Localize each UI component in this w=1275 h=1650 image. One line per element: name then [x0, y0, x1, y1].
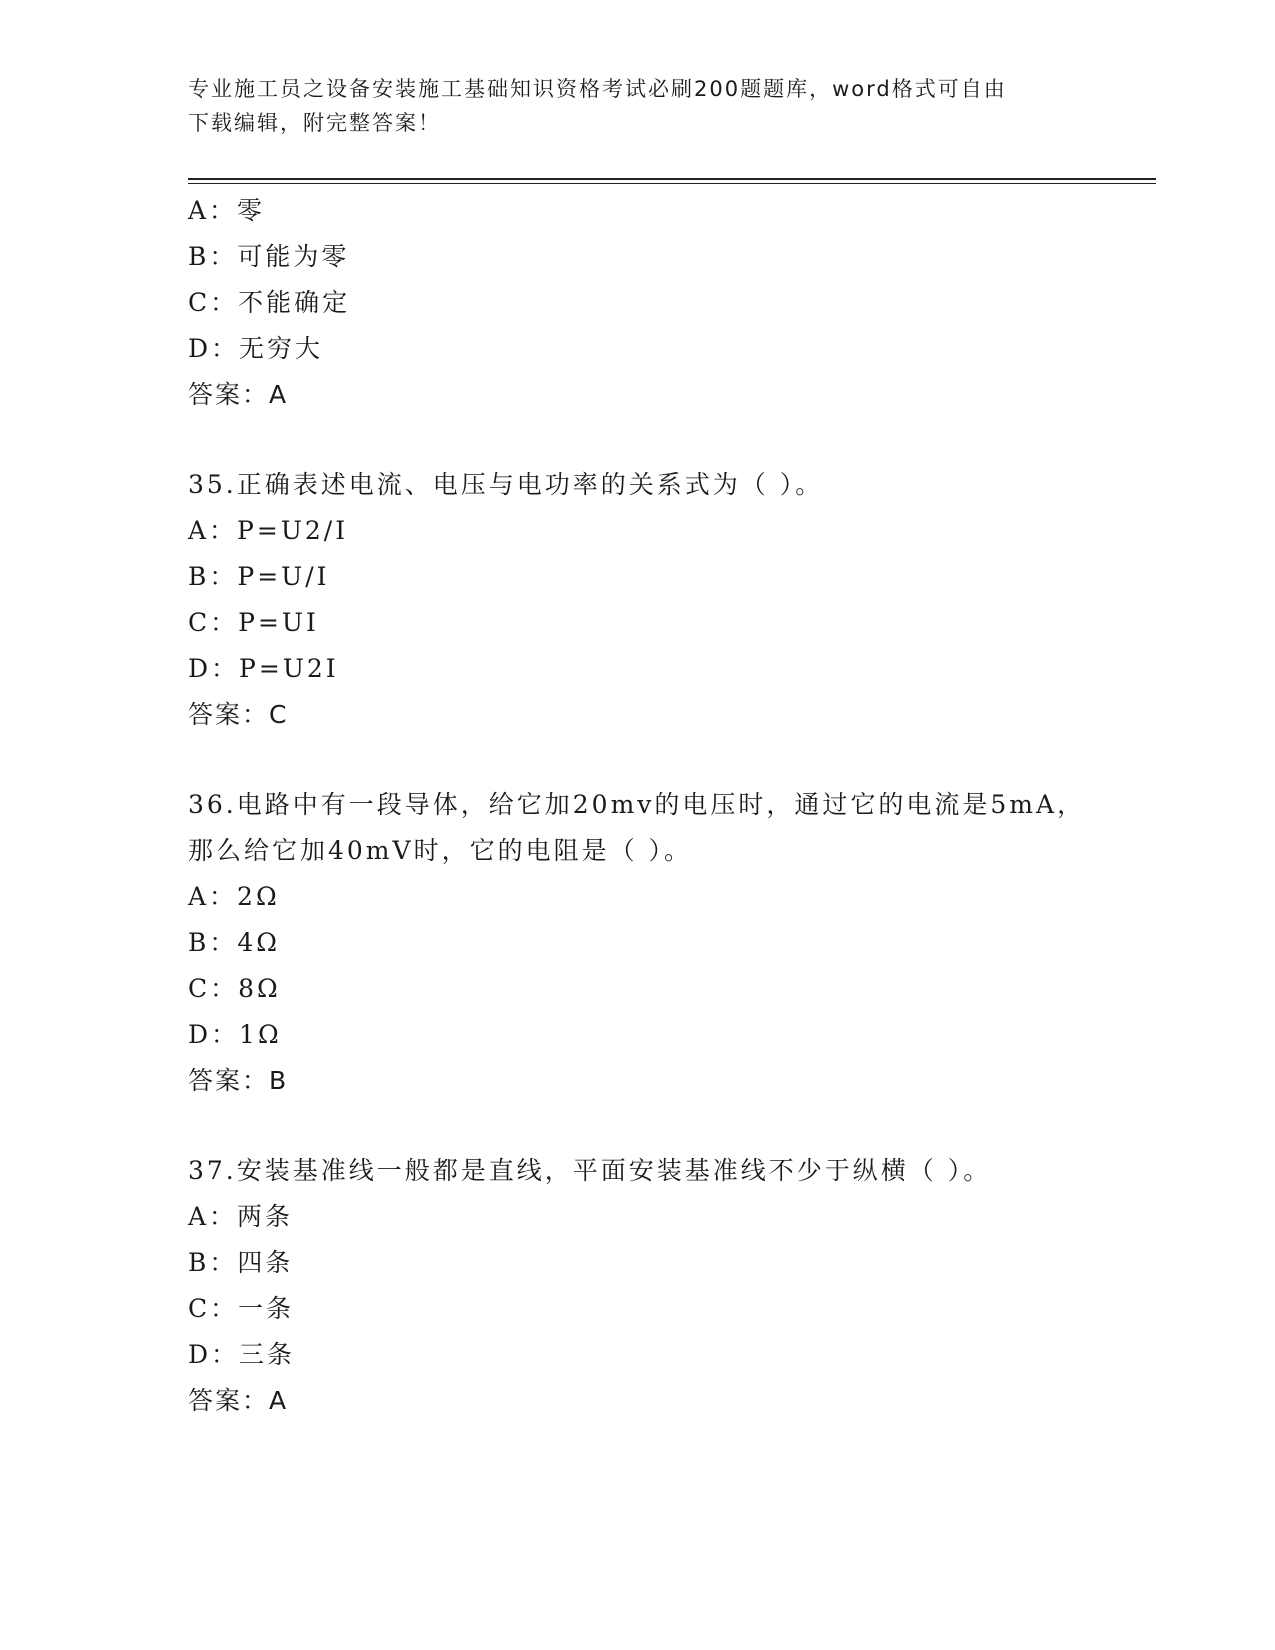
question-stem-line-1: 36.电路中有一段导体，给它加20mv的电压时，通过它的电流是5mA， — [188, 790, 1086, 819]
option-d: D：三条 — [188, 1340, 296, 1369]
option-a: A：两条 — [188, 1202, 294, 1231]
header-title-line-1: 专业施工员之设备安装施工基础知识资格考试必刷200题题库，word格式可自由 — [188, 77, 1007, 101]
header-title-line-2: 下载编辑，附完整答案！ — [188, 111, 441, 135]
option-c: C：不能确定 — [188, 288, 351, 317]
question-36 — [188, 782, 1088, 1104]
answer-line: 答案：C — [188, 700, 289, 729]
option-b: B：P=U/I — [188, 562, 330, 591]
header-rule-thin — [188, 183, 1156, 184]
option-d: D：无穷大 — [188, 334, 324, 363]
option-c: C：8Ω — [188, 974, 281, 1003]
option-b: B：4Ω — [188, 928, 281, 957]
question-stem: 35.正确表述电流、电压与电功率的关系式为（ ）。 — [188, 470, 824, 499]
question-stem-line-2: 那么给它加40mV时，它的电阻是（ ）。 — [188, 836, 693, 865]
option-b: B：四条 — [188, 1248, 294, 1277]
option-a: A：2Ω — [188, 882, 280, 911]
option-c: C：一条 — [188, 1294, 295, 1323]
option-d: D：P=U2I — [188, 654, 339, 683]
option-b: B：可能为零 — [188, 242, 350, 271]
option-c: C：P=UI — [188, 608, 319, 637]
question-34 — [188, 188, 1088, 418]
question-list — [188, 188, 1088, 1424]
option-d: D：1Ω — [188, 1020, 282, 1049]
header-rule-thick — [188, 178, 1156, 180]
question-stem: 37.安装基准线一般都是直线，平面安装基准线不少于纵横（ ）。 — [188, 1156, 992, 1185]
question-35 — [188, 462, 1088, 738]
option-a: A：零 — [188, 196, 266, 225]
question-37 — [188, 1148, 1088, 1424]
answer-line: 答案：B — [188, 1066, 289, 1095]
answer-line: 答案：A — [188, 380, 289, 409]
option-a: A：P=U2/I — [188, 516, 349, 545]
answer-line: 答案：A — [188, 1386, 289, 1415]
document-header — [188, 72, 1088, 140]
